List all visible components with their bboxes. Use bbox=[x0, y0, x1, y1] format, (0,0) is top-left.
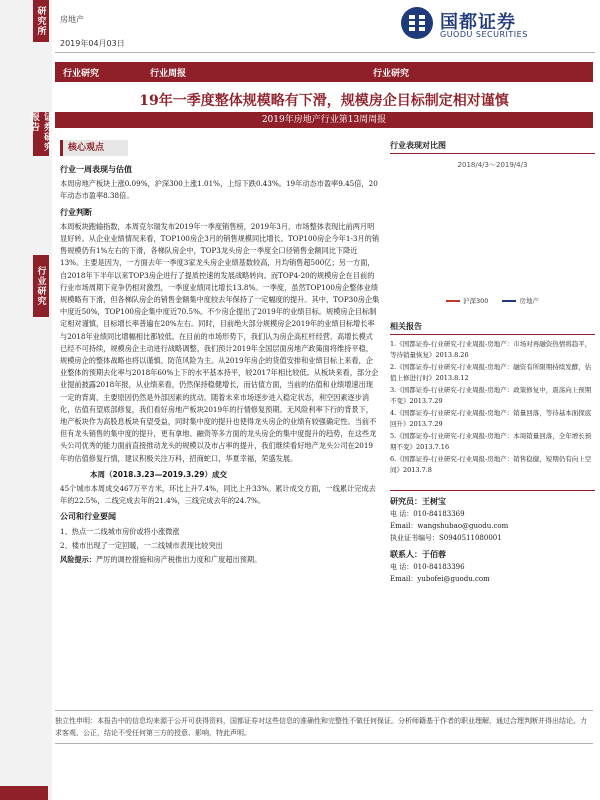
company-logo bbox=[400, 6, 590, 42]
performance-heading: 行业表现对比图 bbox=[390, 140, 595, 154]
risk-label: 风险提示： bbox=[60, 555, 96, 565]
section-heading: 公司和行业要闻 bbox=[60, 512, 116, 522]
paragraph: 45个城市本周成交467万平方米，环比上升7.4%，同比上升33%。累计成交方面，一线累计完成去年的22.5%，二线完成去年的21.4%，三线完成去年的24.7%。 bbox=[60, 484, 376, 506]
logo-text-en: GUODU SECURITIES bbox=[440, 30, 528, 39]
analyst-email[interactable]: Email：wangshubao@guodu.com bbox=[390, 522, 509, 530]
section-heading: 行业一周表现与估值 bbox=[60, 165, 132, 174]
main-content bbox=[60, 160, 380, 568]
contact-name: 于佰蓉 bbox=[422, 549, 446, 559]
risk-note bbox=[60, 554, 380, 566]
legend-swatch bbox=[502, 300, 516, 302]
sidebar-tab-industry-research: 行业研究 bbox=[33, 255, 49, 317]
sidebar-tab-securities-report: 证券研究报告 bbox=[33, 112, 49, 156]
news-item: 1、热点一二线城市房价或将小涨微涨 bbox=[60, 526, 180, 536]
category-label: 行业研究 bbox=[63, 69, 100, 79]
contact-email[interactable]: Email：yubofei@guodu.com bbox=[390, 575, 490, 583]
performance-chart bbox=[390, 174, 590, 292]
report-date: 2019年04月03日 bbox=[60, 39, 125, 48]
report-link[interactable]: 3.《国都证券-行业研究-行业周报-房地产：政策修复中，震荡向上预期不变》2013.7.29 bbox=[390, 386, 592, 405]
sidebar-tab-research-institute: 研究所 bbox=[33, 0, 49, 42]
analyst-info bbox=[390, 490, 595, 585]
logo-emblem-icon bbox=[400, 6, 434, 40]
footer-mark bbox=[0, 786, 48, 800]
report-link[interactable]: 5.《国都证券-行业研究-行业周报-房地产：本周销量回落，全年增长预期不变》2013.7.16 bbox=[390, 432, 592, 451]
legend-item bbox=[502, 296, 539, 305]
chart-legend bbox=[390, 296, 595, 305]
legend-swatch bbox=[446, 300, 460, 302]
report-link[interactable]: 4.《国都证券-行业研究-行业周报-房地产：销量回落，等待基本面探底回升》2013.7.29 bbox=[390, 409, 592, 428]
related-reports bbox=[390, 321, 595, 476]
header-divider bbox=[55, 52, 595, 53]
news-item: 2、楼市出现了一定回暖，一二线城市表现比较突出 bbox=[60, 540, 223, 550]
analyst-name: 王树宝 bbox=[422, 496, 446, 506]
logo-text-cn: 国都证券 bbox=[440, 12, 516, 33]
category-label: 行业研究 bbox=[373, 69, 410, 79]
report-title: 19年一季度整体规模略有下滑，规模房企目标制定相对谨慎 bbox=[139, 93, 509, 109]
related-reports-heading: 相关报告 bbox=[390, 321, 595, 335]
legend-label: 房地产 bbox=[519, 297, 539, 305]
report-link[interactable]: 2.《国都证券-行业研究-行业周报-房地产：融资有所限期持续发酵，估值上修进行时》2013.8.12 bbox=[390, 363, 592, 382]
section-heading: 行业判断 bbox=[60, 207, 92, 217]
analyst-label: 研究员： bbox=[390, 496, 422, 506]
legend-item bbox=[446, 296, 488, 305]
core-view-tag: 核心观点 bbox=[60, 140, 128, 156]
contact-phone: 电 话：010-84183396 bbox=[390, 563, 465, 571]
paragraph: 本周板块跑输指数，本周克尔瑞发布2019年一季度销售榜，2019年3月，市场整体表现比前两月明显好转。从企业业绩情况来看，TOP100房企3月的销售规模同比增长。TOP100房企今年1-3月的销售规模仍有1%左右的下滑，各梯队房企中，TOP3龙头房企一季度全口径销售金额同比下降近13%。主要是因为，一方面去年一季度3家龙头房企业绩基数较高，月均销售超500亿；另一方面，自2018年下半年以来TOP3房企进行了提质控速的发展战略转向。而TOP4-20的规模房企在目前的行业市场周期下竞争仍相对激烈，一季度业绩同比增长13.8%。一季度，虽然TOP100房企整体业绩规模略有下滑，但各梯队房企的销售金额集中度较去年保持了一定幅度的提升。其中，TOP30房企集中度近50%，TOP100房企集中度近70.5%。不少房企提出了2019年的业绩目标。规模房企目标制定相对谨慎，目标增长率普遍在20%左右。同时，目前绝大部分规模房企2019年的业绩目标增长率与2018年业绩同比增幅相比都较低。在目前的市场形势下，我们认为房企高杠杆经营、高增长模式已经不可持续，规模房企主动进行战略调整。我们预计2019年全国层面房地产政策面将维持平稳，规模房企的整体战略也将以谨慎、防范风险为主。从2019年房企的货值安排和业绩目标上来看，企业整体的预期去化率与2018年60%上下的水平基本持平，较2017年相比较低。从板块来看，部分企业提前披露2018年报，从业绩来看，仍然保持稳健增长，而估值方面，当前的估值和业绩增速出现一定的背离，主要原因仍然是外部因素的扰动。随着未来市场逐步进入稳定状态，利空因素逐步消化，估值有望底部修复，我们看好房地产板块2019年的行情修复预期。无风险利率下行的背景下，地产板块作为高股息板块有望受益，同时集中度的提升也使得龙头房企的业绩有较强确定性。当前不但有龙头销售的集中度的提升，更有拿地、融资等多方面的龙头房企的集中度提升的趋势，在这些龙头公司优秀的能力面前直接推动龙头的规模以及市占率的提升，我们继续看好地产龙头公司在2019年的估值修复行情，建议积极关注万科，招商蛇口，华夏幸福，荣盛发展。 bbox=[60, 221, 380, 463]
legend-label: 沪深300 bbox=[463, 297, 489, 305]
right-column bbox=[390, 140, 595, 585]
left-sidebar bbox=[0, 0, 52, 800]
category-bar bbox=[55, 62, 593, 82]
independence-statement: 独立性申明：本报告中的信息均来源于公开可获得资料，国都证券对这些信息的准确性和完整性不做任何保证。分析师籍基于作者的职业理解，通过合理判断并得出结论，力求客观、公正，结论不受任何第三方的授意、影响，特此声明。 bbox=[55, 710, 593, 744]
analyst-phone: 电 话：010-84183369 bbox=[390, 510, 465, 518]
report-subtitle: 2019年房地产行业第13周周报 bbox=[55, 112, 593, 128]
report-link[interactable]: 6.《国都证券-行业研究-行业周报-房地产：销售稳健，短期仍有向上空间》2013.7.8 bbox=[390, 455, 592, 474]
chart-plot-area bbox=[390, 174, 590, 292]
contact-label: 联系人： bbox=[390, 549, 422, 559]
risk-text: 严厉的调控措施和房产税推出力度和广度超出预期。 bbox=[95, 555, 262, 565]
report-link[interactable]: 1.《国都证券-行业研究-行业周报-房地产：市场对再融资热情将趋平，等待销量恢复》2013.8.26 bbox=[390, 340, 592, 359]
section-heading: 本周（2018.3.23—2019.3.29）成交 bbox=[90, 469, 227, 479]
sector-label: 房地产 bbox=[60, 15, 84, 24]
analyst-cert: 执业证书编号：S0940511080001 bbox=[390, 534, 502, 542]
category-label: 行业周报 bbox=[150, 69, 187, 79]
paragraph: 本周房地产板块上涨0.09%，沪深300上涨1.01%，上综下跌0.43%。19年动态市盈率9.45倍，20年动态市盈率8.38倍。 bbox=[60, 179, 378, 201]
chart-date-range: 2018/4/3～2019/4/3 bbox=[457, 161, 528, 169]
